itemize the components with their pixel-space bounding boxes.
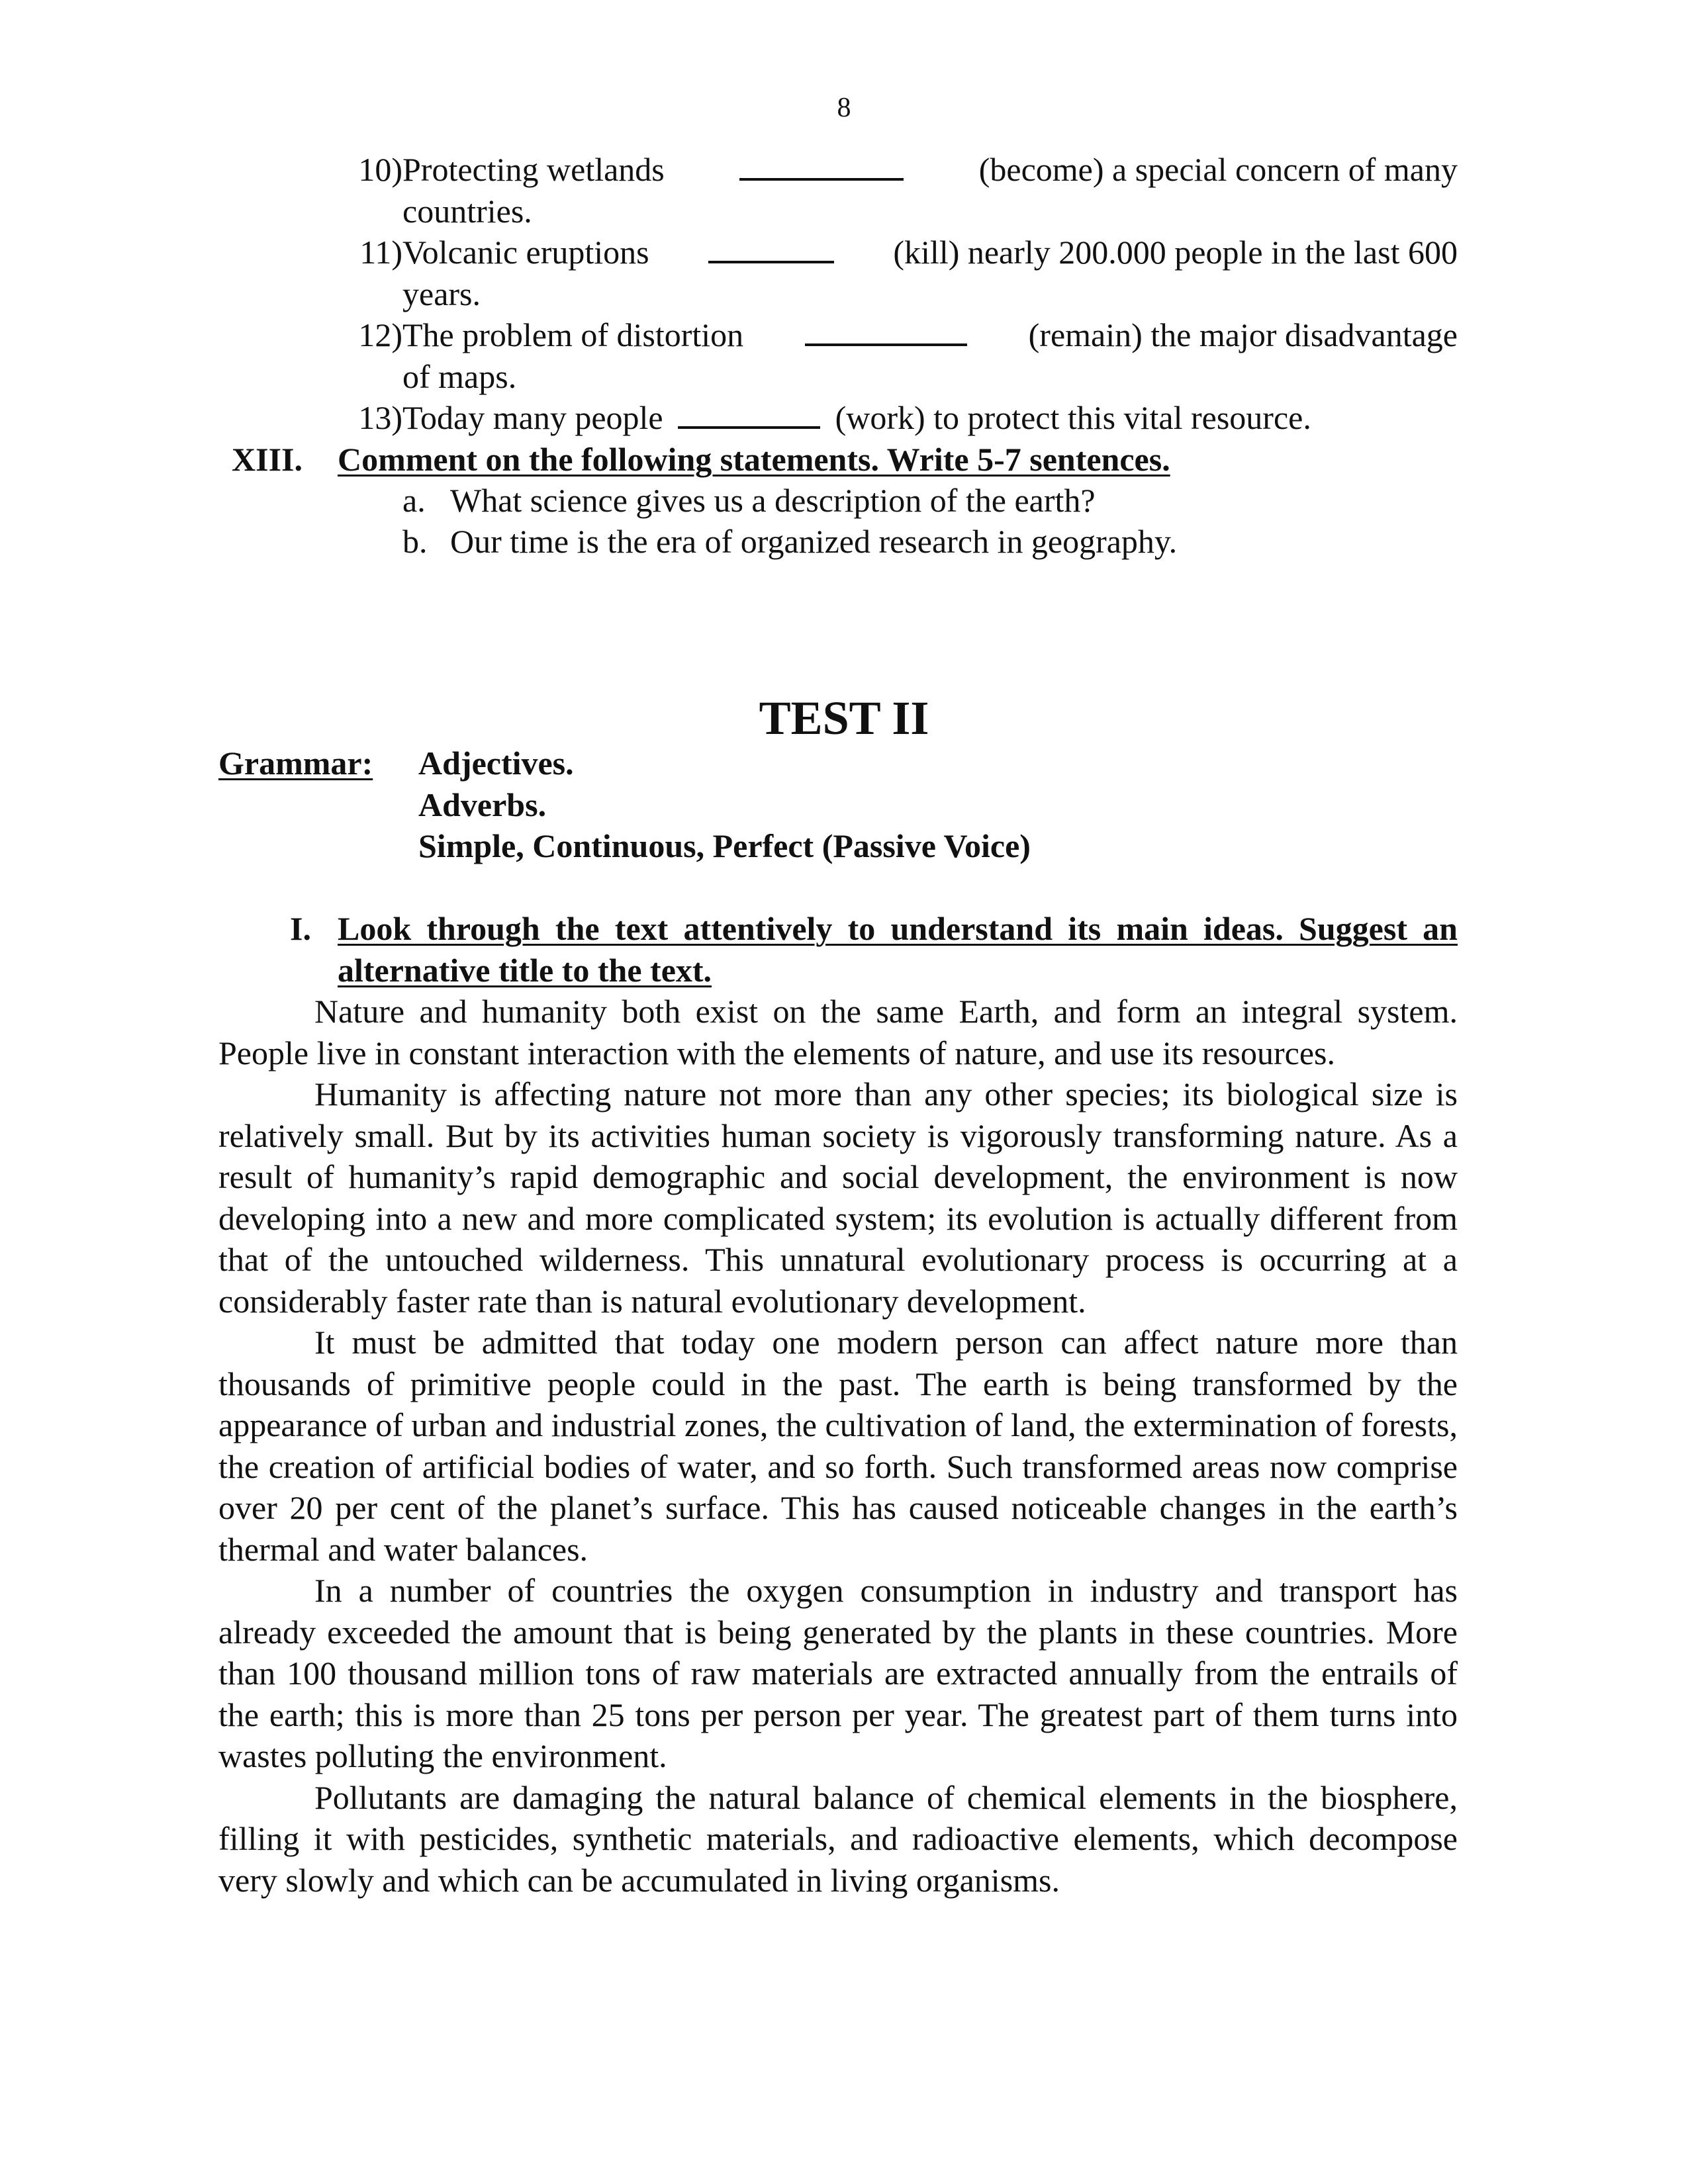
paragraph: Pollutants are damaging the natural balance of chemical elements in the biosphere, filling it with pesticides, synthetic materials, and radioactive elements, which decompose very slowly and which can be accumulated in living organisms. [218,1778,1458,1899]
item-number: 13) [358,399,402,436]
question-text: Our time is the era of organized research in geography. [450,523,1178,560]
item-text-continued: countries. [402,192,532,230]
paragraph: Humanity is affecting nature not more than any other species; its biological size is relatively small. But by its activities human society is vigorously transforming nature. As a result of humanity’s rapid demographic and social development, the environment is now developing into a new and more complicated system; its evolution is actually different from that of the untouched wilderness. This unnatural evolutionary process is occurring at a considerably faster rate than is natural evolutionary development. [218,1075,1458,1320]
grammar-topic: Adjectives. [418,745,574,782]
section-roman-numeral: XIII. [232,441,303,478]
item-text-before: Protecting wetlands [402,151,665,188]
item-number: 11) [359,234,402,271]
paragraph: In a number of countries the oxygen consumption in industry and transport has already exceeded the amount that is being generated by the plants in these countries. More than 100 thousand million tons of raw materials are extracted annually from the entrails of the earth; this is more than 25 tons per person per year. The greatest part of them turns into wastes polluting the environment. [218,1572,1458,1774]
item-text-after: (kill) nearly 200.000 people in the last 600 [893,234,1458,271]
exercise-item-13 [330,397,1458,439]
question-a [402,480,1096,522]
paragraph: Nature and humanity both exist on the same Earth, and form an integral system. People live in constant interaction with the elements of nature, and use its resources. [218,993,1458,1071]
item-text-before: Today many people [402,399,663,436]
grammar-topics [418,743,1031,867]
paragraph: It must be admitted that today one modern person can affect nature more than thousands of primitive people could in the past. The earth is being transformed by the appearance of urban and industrial zones, the cultivation of land, the extermination of forests, the creation of artificial bodies of water, and so forth. Such transformed areas now comprise over 20 per cent of the planet’s surface. This has caused noticeable changes in the earth’s thermal and water balances. [218,1324,1458,1568]
exercise-item-12 [330,314,1458,397]
item-number: 10) [358,151,402,188]
answer-blank[interactable] [805,314,967,346]
answer-blank[interactable] [678,397,820,429]
test-title: TEST II [759,692,929,745]
grammar-topic: Adverbs. [418,786,547,823]
page-number: 8 [837,93,851,123]
answer-blank[interactable] [708,232,834,263]
question-text: What science gives us a description of the earth? [450,482,1096,519]
item-text-before: The problem of distortion [402,316,744,353]
task-roman-numeral: I. [290,910,311,947]
task-title: Look through the text attentively to understand its main ideas. Suggest an alternative title to the text. [338,910,1458,989]
exercise-item-11 [330,232,1458,314]
item-text-before: Volcanic eruptions [402,234,649,271]
exercise-item-10 [330,149,1458,232]
reading-text [218,991,1458,1901]
item-text-after: (work) to protect this vital resource. [835,399,1311,436]
grammar-topic: Simple, Continuous, Perfect (Passive Voice) [418,827,1031,864]
item-text-continued: of maps. [402,357,517,395]
grammar-label: Grammar: [218,745,373,782]
question-label: a. [402,482,426,519]
question-label: b. [402,523,428,560]
item-text-after: (become) a special concern of many [978,151,1458,188]
question-b [402,521,1177,563]
item-text-after: (remain) the major disadvantage [1028,316,1458,353]
task-i-heading [218,908,1458,991]
answer-blank[interactable] [739,149,904,181]
item-text-continued: years. [402,275,481,312]
section-title: Comment on the following statements. Write 5-7 sentences. [338,441,1170,478]
section-xiii-heading [232,439,1458,480]
item-number: 12) [358,316,402,353]
